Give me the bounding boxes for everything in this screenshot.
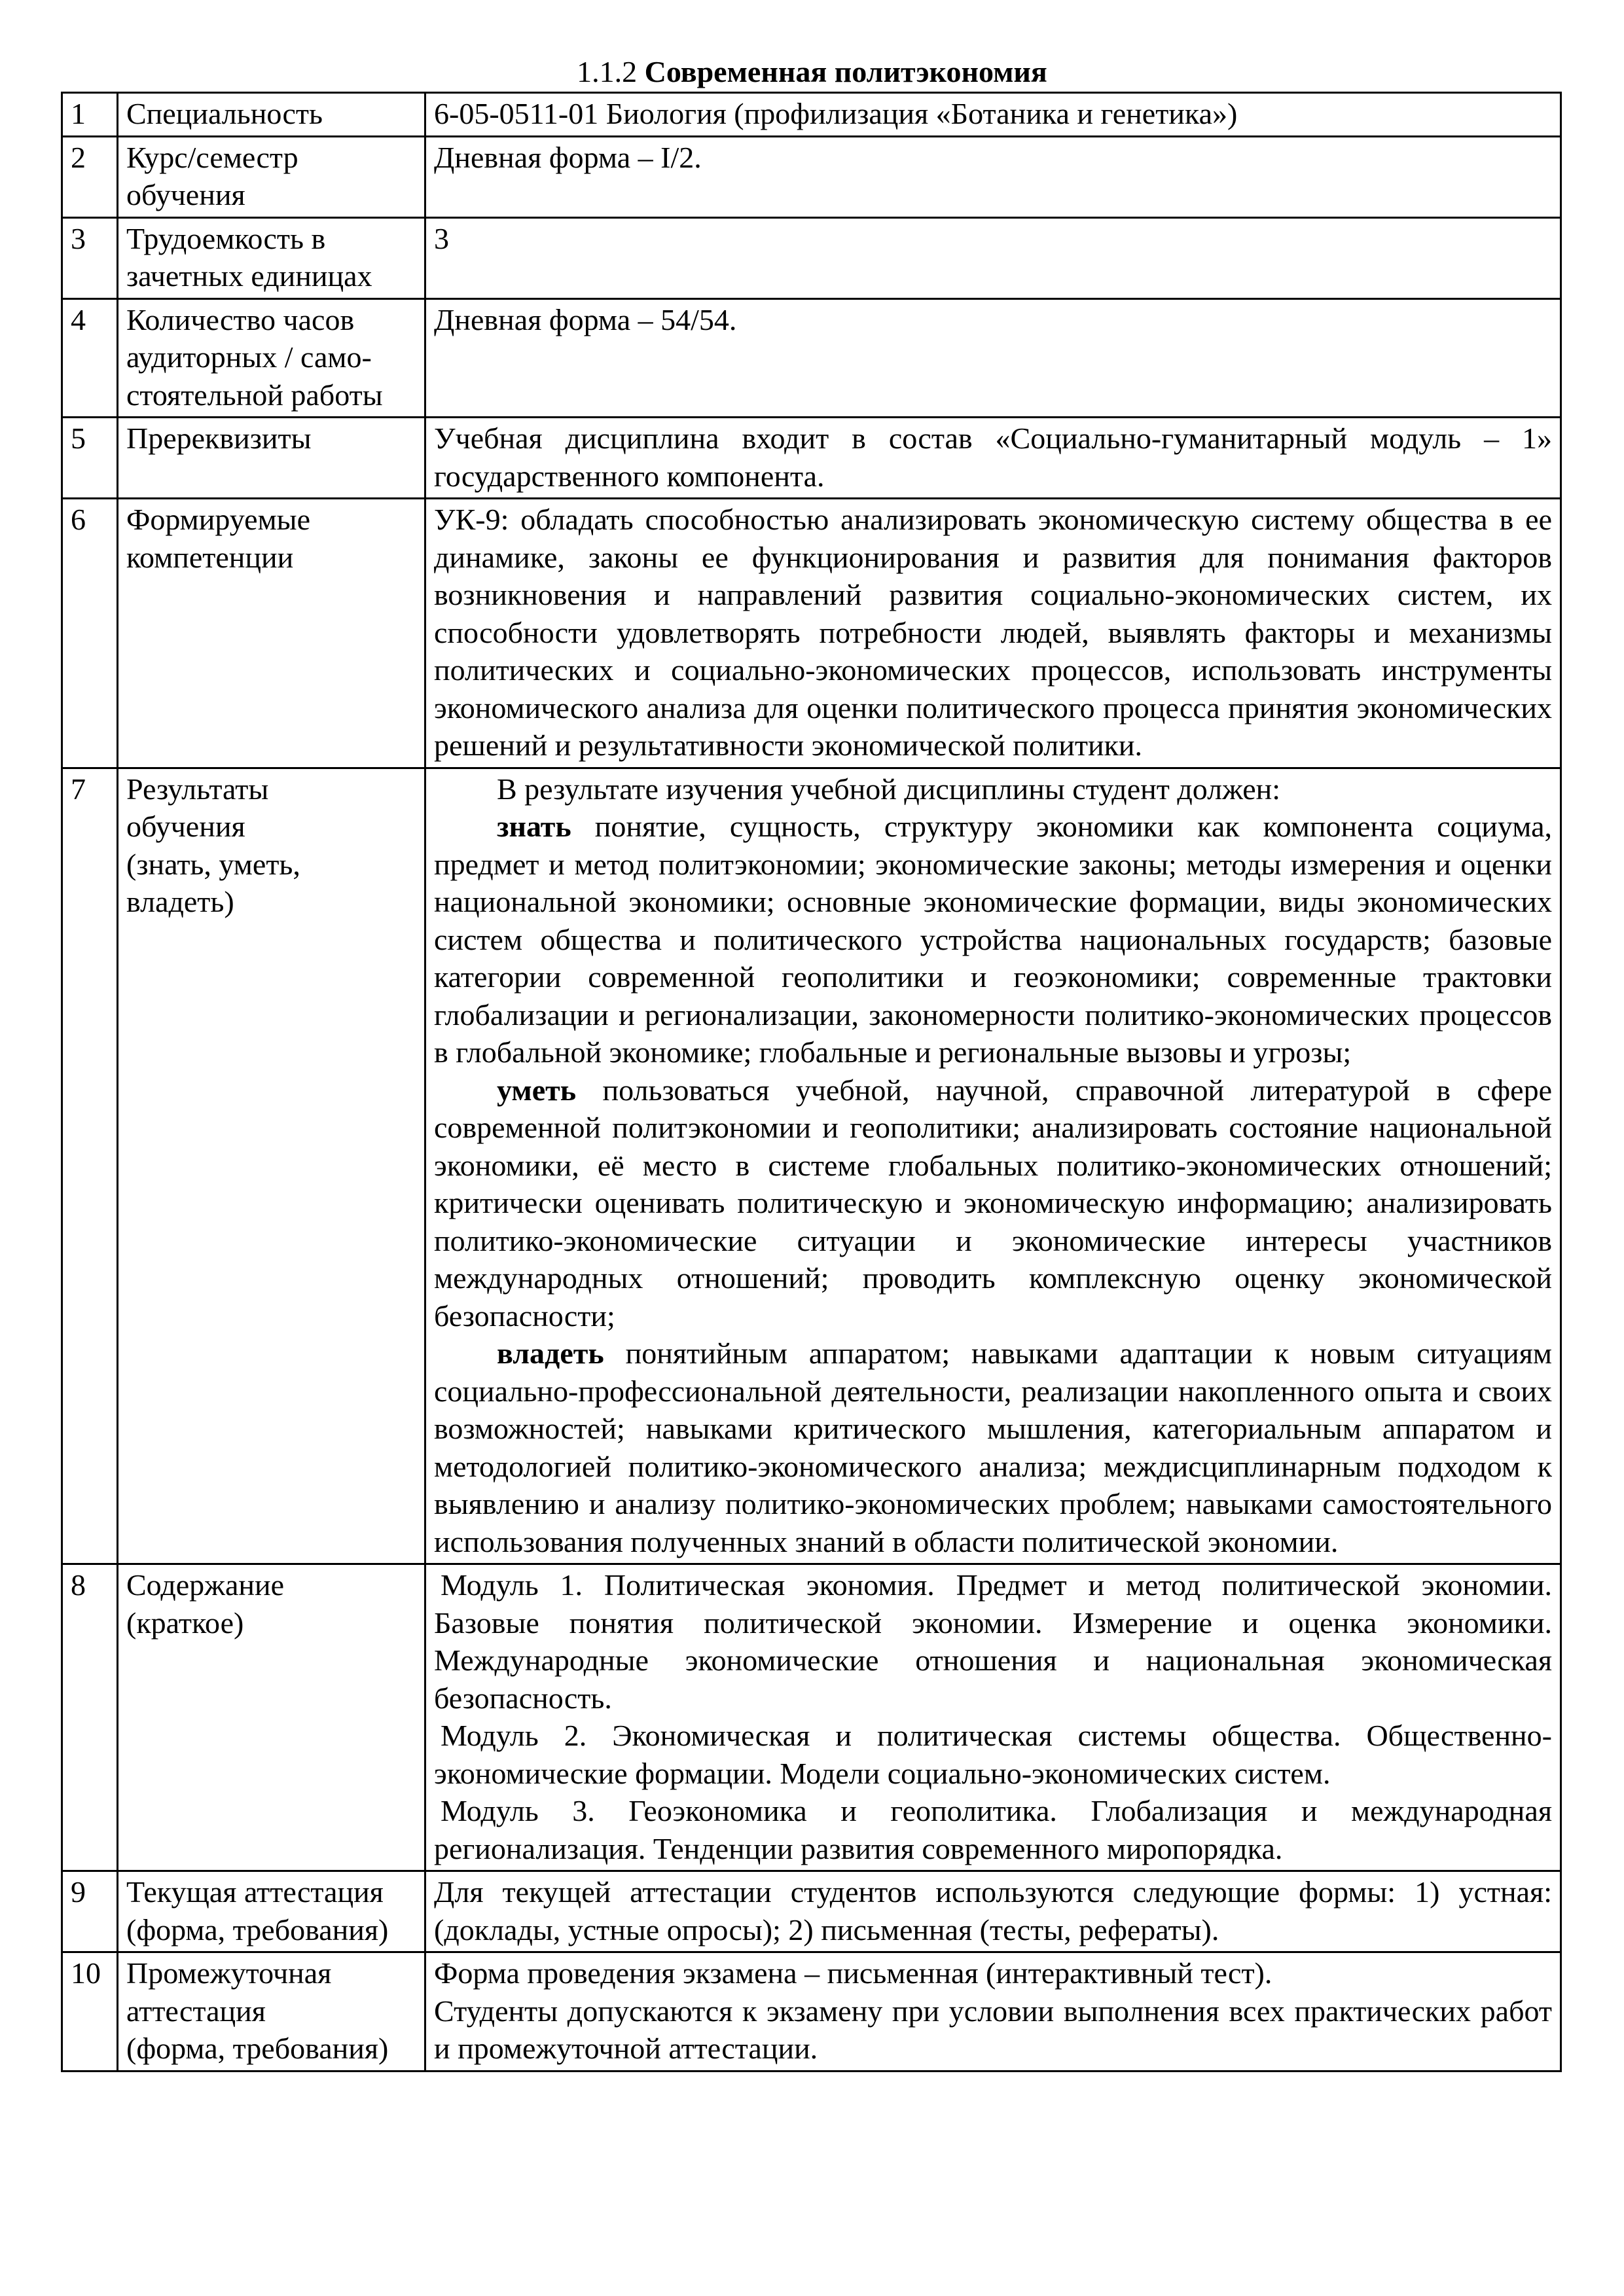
row-number: 6 [62,499,118,768]
exam-form: Форма проведения экзамена – письменная (интерактивный тест). [434,1956,1272,1990]
module-item: Модуль 1. Политическая экономия. Предмет и метод политической экономии. Базовые понятия политической экономии. Измерение и оценка экономики. Международные экономические отношения и национальная экономическая безопасность. [434,1568,1552,1715]
table-row [62,499,1561,768]
table-row [62,1952,1561,2072]
outcome-know [434,808,1552,1071]
row-label: Результаты обучения (знать, уметь, владеть) [118,768,425,1564]
exam-info [425,1952,1561,2072]
section-number: 1.1.2 [577,55,638,88]
row-value: 3 [425,217,1561,298]
row-value: Для текущей аттестации студентов используются следующие формы: 1) устная: (доклады, устные опросы); 2) письменная (тесты, рефераты). [425,1871,1561,1952]
table-row [62,418,1561,499]
content-modules [425,1564,1561,1871]
row-number: 10 [62,1952,118,2072]
table-row [62,298,1561,418]
row-label: Текущая аттестация (форма, требования) [118,1871,425,1952]
row-number: 5 [62,418,118,499]
section-title: Современная политэкономия [644,55,1047,88]
module-item: Модуль 2. Экономическая и политическая системы общества. Общественно-экономические формации. Модели социально-экономических систем. [434,1719,1552,1790]
table-row [62,1871,1561,1952]
row-label: Содержание (краткое) [118,1564,425,1871]
row-label: Трудоемкость в зачетных единицах [118,217,425,298]
outcome-term: знать [497,810,571,843]
outcome-own [434,1335,1552,1560]
table-row [62,217,1561,298]
table-row [62,768,1561,1564]
outcome-text: понятийным аппаратом; навыками адаптации к новым ситуациям социально-профессиональной деятельности, реализации накопленного опыта и своих возможностей; навыками критического мышления, категориальным аппаратом и методологией политико-экономического анализа; междисциплинарным подходом к выявлению и анализу политико-экономических проблем; навыками самостоятельного использования полученных знаний в области политической экономии. [434,1336,1552,1558]
page-title [0,54,1624,90]
row-label: Формируемые компетенции [118,499,425,768]
row-value: Дневная форма – I/2. [425,136,1561,217]
row-number: 3 [62,217,118,298]
row-label: Промежуточная аттестация (форма, требования) [118,1952,425,2072]
table-row [62,136,1561,217]
row-value: 6-05-0511-01 Биология (профилизация «Ботаника и генетика») [425,93,1561,137]
outcomes-intro: В результате изучения учебной дисциплины студент должен: [497,772,1281,806]
outcome-can [434,1071,1552,1335]
table-row [62,93,1561,137]
row-number: 8 [62,1564,118,1871]
row-number: 1 [62,93,118,137]
row-value: УК-9: обладать способностью анализировать экономическую систему общества в ее динамике, законы ее функционирования и развития для понимания факторов возникновения и направлений развития социально-экономических систем, их способности удовлетворять потребности людей, выявлять факторы и механизмы политических и социально-экономических процессов, использовать инструменты экономического анализа для оценки политического процесса принятия экономических решений и результативности экономической политики. [425,499,1561,768]
row-label: Специальность [118,93,425,137]
row-number: 2 [62,136,118,217]
outcome-term: уметь [497,1073,577,1107]
module-item: Модуль 3. Геоэкономика и геополитика. Глобализация и международная регионализация. Тенденции развития современного миропорядка. [434,1794,1552,1865]
outcome-text: пользоваться учебной, научной, справочной литературой в сфере современной политэкономии и геополитики; анализировать состояние национальной экономики, её место в системе глобальных политико-экономических отношений; критически оценивать политическую и экономическую информацию; анализировать политико-экономические ситуации и экономические интересы участников международных отношений; проводить комплексную оценку экономической безопасности; [434,1073,1552,1333]
row-label: Курс/семестр обучения [118,136,425,217]
row-value: Учебная дисциплина входит в состав «Социально-гуманитарный модуль – 1» государственного компонента. [425,418,1561,499]
row-number: 9 [62,1871,118,1952]
exam-admission: Студенты допускаются к экзамену при условии выполнения всех практических работ и промежуточной аттестации. [434,1994,1552,2065]
row-label: Количество часов аудиторных / само- стоятельной работы [118,298,425,418]
row-number: 4 [62,298,118,418]
table-row [62,1564,1561,1871]
row-label: Пререквизиты [118,418,425,499]
row-number: 7 [62,768,118,1564]
learning-outcomes [425,768,1561,1564]
row-value: Дневная форма – 54/54. [425,298,1561,418]
outcome-text: понятие, сущность, структуру экономики как компонента социума, предмет и метод политэкономии; экономические законы; методы измерения и оценки национальной экономики; основные экономические формации, виды экономических систем общества и политического устройства национальных государств; базовые категории современной геополитики и геоэкономики; современные трактовки глобализации и регионализации, закономерности политико-экономических процессов в глобальной экономике; глобальные и региональные вызовы и угрозы; [434,810,1552,1069]
outcome-term: владеть [497,1336,604,1370]
discipline-info-table [61,92,1562,2072]
